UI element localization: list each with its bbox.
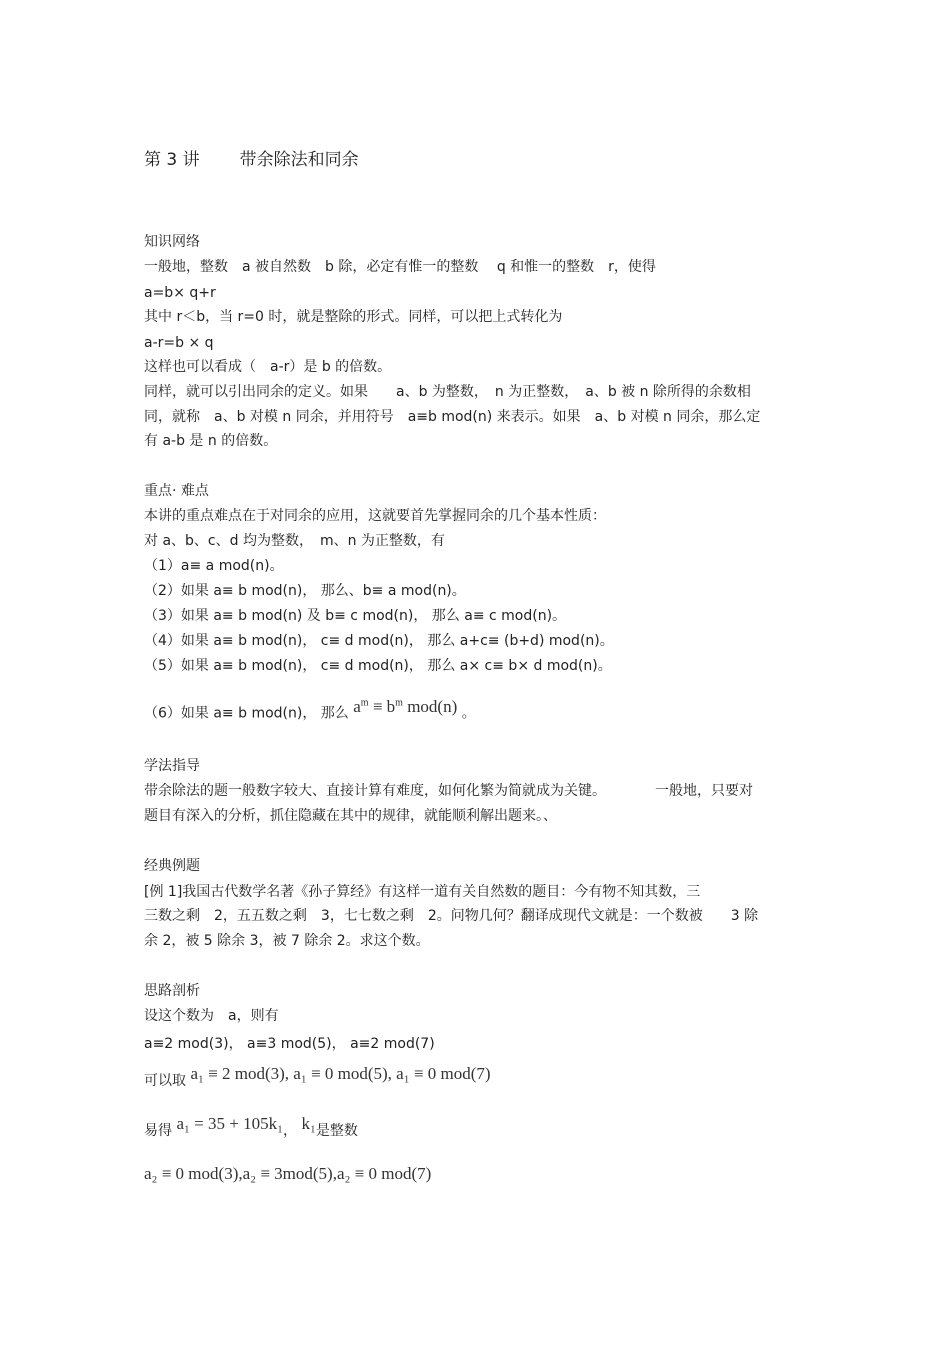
paragraph-line: 同，就称 a、b 对模 n 同余，并用符号 a≡b mod(n) 来表示。如果 a、b 对模 n 同余，那么定 (144, 409, 761, 425)
property-item: （3）如果 a≡ b mod(n) 及 b≡ c mod(n)， 那么 a≡ c mod(n)。 (144, 608, 567, 624)
section-heading-key-points: 重点· 难点 (144, 483, 209, 499)
formula-line: a=b× q+r (144, 285, 216, 301)
property-item: （4）如果 a≡ b mod(n)， c≡ d mod(n)， 那么 a+c≡ (b+d) mod(n)。 (144, 633, 614, 649)
paragraph-line: 题目有深入的分析，抓住隐藏在其中的规律，就能顺利解出题来。、 (144, 808, 557, 824)
property-item: （1）a≡ a mod(n)。 (144, 558, 284, 574)
congruence-system: a≡2 mod(3)， a≡3 mod(5)， a≡2 mod(7) (144, 1036, 435, 1052)
paragraph-line: 带余除法的题一般数字较大、直接计算有难度，如何化繁为简就成为关键。 一般地，只要对 (144, 783, 753, 799)
section-heading-knowledge: 知识网络 (144, 234, 200, 250)
example-line: [例 1]我国古代数学名著《孙子算经》有这样一道有关自然数的题目：今有物不知其数，三 (144, 884, 701, 900)
easy-get-line (144, 1114, 358, 1141)
page-title (144, 150, 359, 170)
property-item: （2）如果 a≡ b mod(n)， 那么、b≡ a mod(n)。 (144, 583, 466, 599)
property-item-text: （6）如果 a≡ b mod(n)， 那么 (144, 705, 349, 722)
take-a1-line (144, 1064, 491, 1091)
section-heading-examples: 经典例题 (144, 858, 200, 874)
example-line: 余 2，被 5 除余 3，被 7 除余 2。求这个数。 (144, 933, 430, 949)
paragraph-line: 一般地，整数 a 被自然数 b 除，必定有惟一的整数 q 和惟一的整数 r，使得 (144, 259, 656, 275)
paragraph-line: 同样，就可以引出同余的定义。如果 a、b 为整数， n 为正整数， a、b 被 n 除所得的余数相 (144, 384, 751, 400)
lecture-number: 第 3 讲 (144, 150, 200, 170)
paragraph-line: 对 a、b、c、d 均为整数， m、n 为正整数，有 (144, 533, 445, 549)
paragraph-line: 这样也可以看成（ a-r）是 b 的倍数。 (144, 359, 392, 375)
a1-general-formula: a₁ = 35 + 105k₁ (176, 1114, 284, 1133)
integer-suffix: 是整数 (315, 1123, 358, 1139)
power-congruence-formula: $a^m \equiv b^m$ mod(n) (353, 696, 458, 716)
paragraph-line: 本讲的重点难点在于对同余的应用，这就要首先掌握同余的几个基本性质： (144, 508, 606, 524)
a2-line (144, 1164, 431, 1185)
formula-line: a-r=b × q (144, 335, 214, 351)
k1-variable: k₁ (301, 1114, 316, 1133)
a1-congruence-formula: a₁ ≡ 2 mod(3), a₁ ≡ 0 mod(5), a₁ ≡ 0 mod(7) (190, 1064, 491, 1083)
formula-period: 。 (461, 705, 476, 722)
easy-prefix: 易得 (144, 1123, 172, 1139)
lecture-topic: 带余除法和同余 (239, 150, 359, 170)
comma: ， (283, 1123, 298, 1139)
example-line: 三数之剩 2，五五数之剩 3，七七数之剩 2。问物几何？翻译成现代文就是：一个数被 3 除 (144, 908, 759, 924)
section-heading-method: 学法指导 (144, 758, 200, 774)
section-heading-analysis: 思路剖析 (144, 983, 200, 999)
analysis-line: 设这个数为 a，则有 (144, 1008, 279, 1024)
paragraph-line: 其中 r＜b，当 r=0 时，就是整除的形式。同样，可以把上式转化为 (144, 309, 563, 325)
property-item-6 (144, 696, 476, 724)
property-item: （5）如果 a≡ b mod(n)， c≡ d mod(n)， 那么 a× c≡ b× d mod(n)。 (144, 658, 612, 674)
a2-congruence-formula: a₂ ≡ 0 mod(3),a₂ ≡ 3mod(5),a₂ ≡ 0 mod(7) (144, 1164, 432, 1183)
take-prefix: 可以取 (144, 1073, 186, 1089)
paragraph-line: 有 a-b 是 n 的倍数。 (144, 433, 278, 449)
